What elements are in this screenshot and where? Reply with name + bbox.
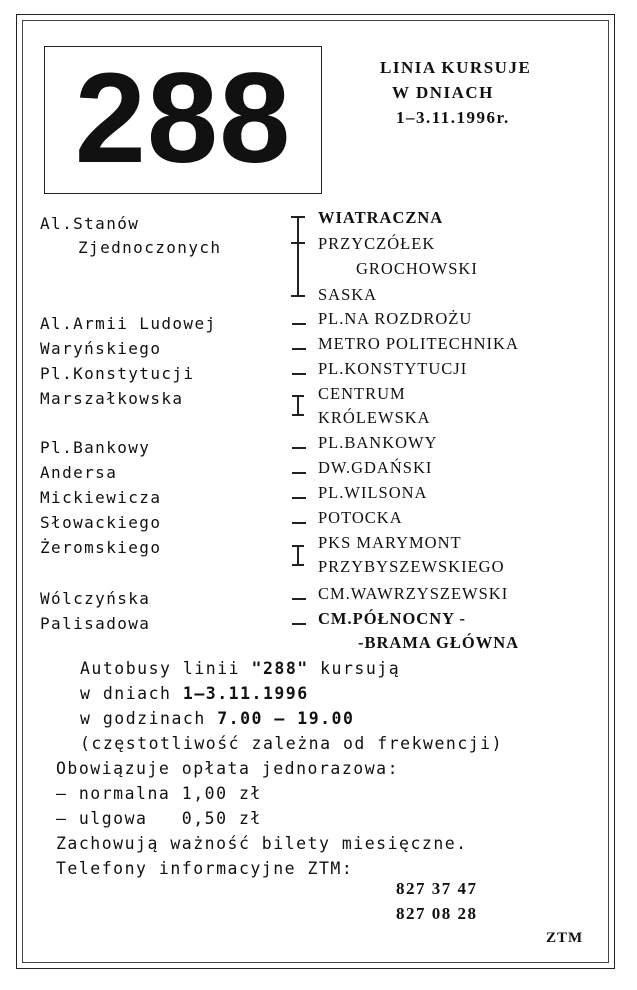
info-line: Zachowują ważność bilety miesięczne.: [56, 834, 468, 853]
bracket-line: [297, 216, 299, 296]
street-label: Mickiewicza: [40, 488, 162, 507]
dash-connector: [292, 522, 306, 524]
stop-label: DW.GDAŃSKI: [318, 458, 433, 477]
stop-label: KRÓLEWSKA: [318, 408, 431, 427]
bracket-mid-tick: [291, 242, 305, 244]
bracket-bottom-tick: [292, 564, 304, 566]
dash-connector: [292, 447, 306, 449]
stop-label: PL.KONSTYTUCJI: [318, 359, 468, 378]
phone-number: 827 08 28: [396, 904, 478, 923]
stop-label: -BRAMA GŁÓWNA: [358, 633, 520, 652]
stop-label: PKS MARYMONT: [318, 533, 462, 552]
line-number-box: [44, 46, 322, 194]
info-bold-text: 7.00 – 19.00: [217, 709, 355, 728]
street-label: Słowackiego: [40, 513, 162, 532]
street-label: Wólczyńska: [40, 589, 151, 608]
stop-label: CM.WAWRZYSZEWSKI: [318, 584, 509, 603]
dash-connector: [292, 623, 306, 625]
info-text: Autobusy linii: [80, 659, 252, 678]
header-line-3: 1–3.11.1996r.: [396, 108, 510, 127]
signature: ZTM: [546, 930, 584, 946]
stop-label: GROCHOWSKI: [356, 259, 478, 278]
info-text: kursują: [308, 659, 401, 678]
dash-connector: [292, 598, 306, 600]
street-label: Al.Stanów: [40, 214, 140, 233]
stop-label: PRZYCZÓŁEK: [318, 234, 436, 253]
street-label: Żeromskiego: [40, 538, 162, 557]
dash-connector: [292, 472, 306, 474]
stop-label: CM.PÓŁNOCNY -: [318, 609, 467, 628]
stop-label: SASKA: [318, 285, 378, 304]
street-label: Al.Armii Ludowej: [40, 314, 217, 333]
info-text: w dniach: [80, 684, 183, 703]
info-line: – ulgowa 0,50 zł: [56, 809, 262, 828]
stop-label: PL.WILSONA: [318, 483, 428, 502]
dash-connector: [292, 497, 306, 499]
phone-number: 827 37 47: [396, 879, 478, 898]
dash-connector: [292, 323, 306, 325]
stop-label: METRO POLITECHNIKA: [318, 334, 519, 353]
stop-label: PL.NA ROZDROŻU: [318, 309, 473, 328]
street-label: Andersa: [40, 463, 118, 482]
bracket-bottom-tick: [291, 295, 305, 297]
street-label: Waryńskiego: [40, 339, 162, 358]
stop-label: CENTRUM: [318, 384, 406, 403]
bracket-line: [297, 395, 299, 415]
stop-label: WIATRACZNA: [318, 208, 444, 227]
stop-label: POTOCKA: [318, 508, 403, 527]
street-label: Marszałkowska: [40, 389, 184, 408]
line-number: 288: [74, 47, 292, 190]
info-line: Obowiązuje opłata jednorazowa:: [56, 759, 400, 778]
info-line: – normalna 1,00 zł: [56, 784, 262, 803]
info-line: [80, 659, 400, 678]
dash-connector: [292, 373, 306, 375]
info-line: Telefony informacyjne ZTM:: [56, 859, 354, 878]
header-line-2: W DNIACH: [392, 83, 494, 102]
bracket-bottom-tick: [292, 414, 304, 416]
info-text: w godzinach: [80, 709, 218, 728]
stop-label: PL.BANKOWY: [318, 433, 438, 452]
info-bold-text: "288": [251, 659, 309, 678]
header-line-1: LINIA KURSUJE: [380, 58, 532, 77]
dash-connector: [292, 348, 306, 350]
street-label: Pl.Bankowy: [40, 438, 151, 457]
info-line: [80, 709, 354, 728]
info-line: (częstotliwość zależna od frekwencji): [80, 734, 504, 753]
bracket-line: [297, 545, 299, 565]
stop-label: PRZYBYSZEWSKIEGO: [318, 557, 505, 576]
info-bold-text: 1–3.11.1996: [182, 684, 309, 703]
street-label: Zjednoczonych: [78, 238, 222, 257]
street-label: Palisadowa: [40, 614, 151, 633]
street-label: Pl.Konstytucji: [40, 364, 195, 383]
info-line: [80, 684, 309, 703]
